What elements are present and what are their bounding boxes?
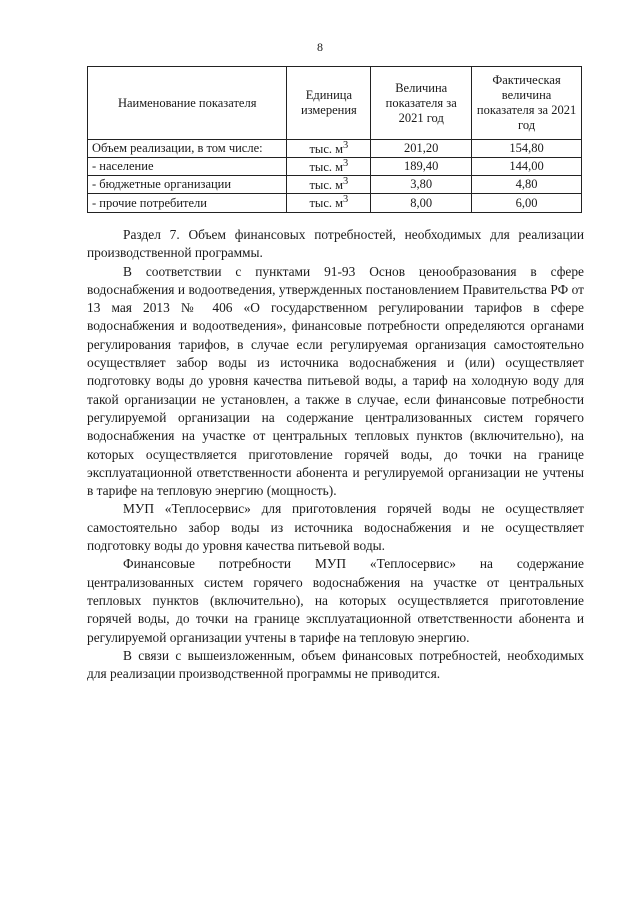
row-name: - население: [88, 158, 287, 176]
paragraph: В соответствии с пунктами 91-93 Основ ценообразования в сфере водоснабжения и водоотведения, утвержденных постановлением Правительства РФ от 13 мая 2013 № 406 «О государственном регулировании тарифов в сфере водоснабжения и водоотведения», финансовые потребности определяются органами регулирования тарифов, в случае если регулируемая организация самостоятельно осуществляет забор воды из источника водоснабжения и (или) осуществляет подготовку воды до уровня качества питьевой воды, а тариф на холодную воду для такой организации не установлен, а также в случае, если финансовые потребности регулируемой организации на содержание централизованных систем горячего водоснабжения на участке от центральных тепловых пунктов (включительно), на которых осуществляется приготовление горячей воды, до точки на границе эксплуатационной ответственности абонента и регулируемой организации не учтены в тарифе на тепловую энергию (мощность).: [87, 263, 584, 499]
row-planned: 189,40: [371, 158, 472, 176]
table-row: [88, 176, 582, 194]
row-unit: [287, 194, 371, 212]
row-name: - прочие потребители: [88, 194, 287, 212]
row-planned: 8,00: [371, 194, 472, 212]
unit-text: тыс. м: [309, 142, 344, 157]
unit-superscript: 3: [343, 194, 349, 206]
table-row: [88, 194, 582, 212]
paragraph: В связи с вышеизложенным, объем финансовых потребностей, необходимых для реализации производственной программы не приводится.: [87, 647, 584, 682]
document-body: [87, 226, 584, 683]
paragraph: МУП «Теплосервис» для приготовления горячей воды не осуществляет самостоятельно забор воды из источника водоснабжения и не осуществляет подготовку воды до уровня качества питьевой воды.: [87, 501, 584, 554]
header-actual-value: Фактическая величина показателя за 2021 год: [472, 67, 582, 140]
section-heading: Раздел 7. Объем финансовых потребностей, необходимых для реализации производственной программы.: [87, 227, 584, 261]
row-planned: 3,80: [371, 176, 472, 194]
header-planned-value: Величина показателя за 2021 год: [371, 67, 472, 140]
table-header-row: [88, 67, 582, 140]
row-unit: [287, 140, 371, 158]
header-indicator-name: Наименование показателя: [88, 67, 287, 140]
row-planned: 201,20: [371, 140, 472, 158]
header-unit: Единица измерения: [287, 67, 371, 140]
paragraph: Финансовые потребности МУП «Теплосервис» на содержание централизованных систем горячего водоснабжения на участке от центральных тепловых пунктов (включительно), на которых осуществляется приготовление горячей воды, до точки на границе эксплуатационной ответственности абонента и регулируемой организации учтены в тарифе на тепловую энергию.: [87, 556, 584, 645]
unit-superscript: 3: [343, 176, 349, 188]
unit-text: тыс. м: [309, 196, 344, 211]
unit-text: тыс. м: [309, 160, 344, 175]
row-actual: 6,00: [472, 194, 582, 212]
row-name: Объем реализации, в том числе:: [88, 140, 287, 158]
row-name: - бюджетные организации: [88, 176, 287, 194]
page-number: 8: [317, 40, 323, 54]
row-unit: [287, 176, 371, 194]
row-actual: 144,00: [472, 158, 582, 176]
volume-table: [87, 66, 582, 213]
unit-text: тыс. м: [309, 178, 344, 193]
table-row: [88, 158, 582, 176]
row-unit: [287, 158, 371, 176]
row-actual: 4,80: [472, 176, 582, 194]
row-actual: 154,80: [472, 140, 582, 158]
unit-superscript: 3: [343, 140, 349, 151]
table-row: [88, 140, 582, 158]
unit-superscript: 3: [343, 158, 349, 170]
